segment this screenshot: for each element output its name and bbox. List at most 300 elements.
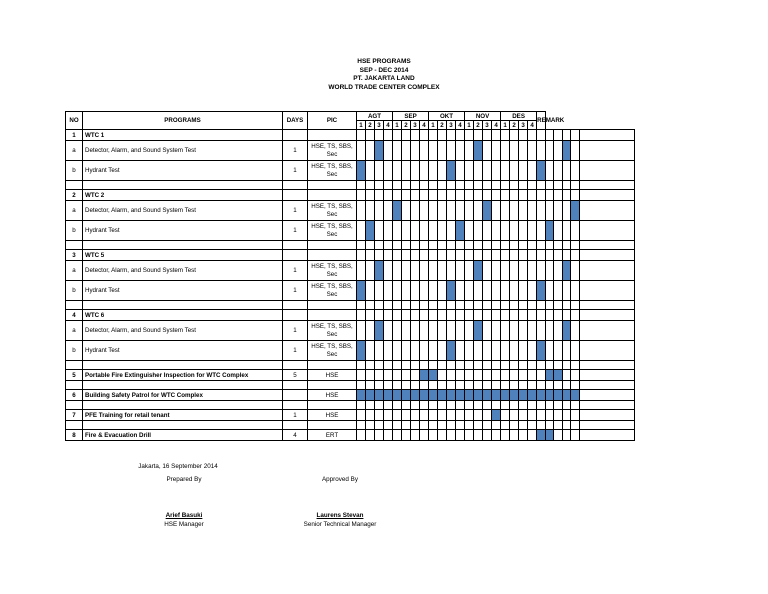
row-number: a — [66, 321, 83, 341]
schedule-cell — [483, 141, 492, 161]
empty-cell — [580, 301, 635, 310]
week-number: 1 — [465, 121, 474, 130]
empty-cell — [375, 241, 384, 250]
schedule-cell — [438, 370, 447, 381]
schedule-cell — [357, 221, 366, 241]
row-number: 2 — [66, 190, 83, 201]
week-number: 4 — [528, 121, 537, 130]
empty-cell — [483, 421, 492, 430]
table-row — [66, 130, 635, 141]
schedule-cell-filled — [492, 410, 501, 421]
schedule-cell-filled — [429, 390, 438, 401]
table-row — [66, 390, 635, 401]
empty-cell — [456, 361, 465, 370]
schedule-cell-filled — [375, 390, 384, 401]
empty-cell — [562, 381, 571, 390]
empty-cell — [429, 241, 438, 250]
remark-cell — [580, 250, 635, 261]
empty-cell — [66, 381, 83, 390]
schedule-cell-filled — [420, 390, 429, 401]
schedule-cell — [562, 370, 571, 381]
schedule-cell — [465, 261, 474, 281]
schedule-cell — [366, 281, 375, 301]
remark-cell — [580, 201, 635, 221]
schedule-cell — [375, 130, 384, 141]
schedule-cell — [447, 430, 456, 441]
pic-value: HSE, TS, SBS, Sec — [308, 141, 357, 161]
empty-cell — [420, 421, 429, 430]
spacer-row — [66, 361, 635, 370]
table-row — [66, 370, 635, 381]
schedule-cell — [483, 370, 492, 381]
schedule-cell — [501, 221, 510, 241]
row-number: a — [66, 261, 83, 281]
schedule-cell — [366, 261, 375, 281]
table-row — [66, 250, 635, 261]
pic-value: HSE — [308, 410, 357, 421]
schedule-cell — [554, 410, 563, 421]
empty-cell — [438, 181, 447, 190]
schedule-cell — [456, 370, 465, 381]
empty-cell — [510, 241, 519, 250]
schedule-cell — [492, 250, 501, 261]
schedule-cell — [501, 310, 510, 321]
empty-cell — [283, 301, 308, 310]
pic-value: HSE, TS, SBS, Sec — [308, 201, 357, 221]
schedule-cell-filled — [554, 370, 563, 381]
schedule-cell — [384, 130, 393, 141]
empty-cell — [375, 181, 384, 190]
week-number: 1 — [501, 121, 510, 130]
schedule-cell — [545, 261, 554, 281]
schedule-cell — [537, 310, 546, 321]
schedule-cell — [537, 130, 546, 141]
schedule-cell — [562, 250, 571, 261]
empty-cell — [483, 241, 492, 250]
schedule-cell — [438, 310, 447, 321]
schedule-cell — [554, 221, 563, 241]
empty-cell — [519, 421, 528, 430]
col-no-header: NO — [66, 112, 83, 130]
schedule-cell — [474, 221, 483, 241]
pic-value: HSE — [308, 370, 357, 381]
schedule-cell — [519, 261, 528, 281]
empty-cell — [393, 401, 402, 410]
schedule-cell-filled — [545, 221, 554, 241]
schedule-cell — [492, 141, 501, 161]
empty-cell — [357, 361, 366, 370]
schedule-cell-filled — [375, 261, 384, 281]
schedule-cell — [519, 250, 528, 261]
week-number: 4 — [456, 121, 465, 130]
schedule-cell — [438, 190, 447, 201]
week-number: 3 — [375, 121, 384, 130]
empty-cell — [447, 421, 456, 430]
schedule-cell — [393, 370, 402, 381]
empty-cell — [411, 181, 420, 190]
empty-cell — [308, 241, 357, 250]
days-value: 1 — [283, 281, 308, 301]
schedule-cell — [501, 430, 510, 441]
schedule-cell — [393, 310, 402, 321]
schedule-cell — [571, 370, 580, 381]
schedule-cell — [420, 161, 429, 181]
empty-cell — [571, 361, 580, 370]
schedule-cell — [465, 410, 474, 421]
schedule-cell — [465, 130, 474, 141]
empty-cell — [571, 421, 580, 430]
schedule-cell — [357, 201, 366, 221]
schedule-cell — [528, 250, 537, 261]
schedule-cell — [519, 190, 528, 201]
empty-cell — [580, 181, 635, 190]
schedule-cell-filled — [510, 390, 519, 401]
schedule-cell — [537, 141, 546, 161]
schedule-cell — [474, 410, 483, 421]
schedule-cell-filled — [366, 221, 375, 241]
schedule-cell — [571, 310, 580, 321]
schedule-cell — [492, 281, 501, 301]
schedule-cell — [501, 250, 510, 261]
empty-cell — [366, 181, 375, 190]
schedule-cell — [571, 261, 580, 281]
schedule-cell — [357, 370, 366, 381]
row-number: b — [66, 161, 83, 181]
schedule-cell — [492, 201, 501, 221]
schedule-cell — [411, 410, 420, 421]
schedule-cell — [429, 310, 438, 321]
schedule-cell — [393, 430, 402, 441]
spacer-row — [66, 381, 635, 390]
empty-cell — [429, 181, 438, 190]
schedule-cell-filled — [402, 390, 411, 401]
schedule-cell — [447, 190, 456, 201]
schedule-cell — [420, 250, 429, 261]
schedule-cell — [420, 341, 429, 361]
schedule-cell — [562, 430, 571, 441]
schedule-cell-filled — [545, 390, 554, 401]
schedule-cell — [429, 221, 438, 241]
schedule-cell — [402, 141, 411, 161]
schedule-cell — [528, 190, 537, 201]
empty-cell — [429, 301, 438, 310]
empty-cell — [483, 381, 492, 390]
schedule-cell — [366, 341, 375, 361]
week-number: 2 — [366, 121, 375, 130]
empty-cell — [384, 381, 393, 390]
pic-value: HSE — [308, 390, 357, 401]
empty-cell — [402, 421, 411, 430]
empty-cell — [420, 401, 429, 410]
schedule-cell — [571, 250, 580, 261]
table-row — [66, 310, 635, 321]
days-value — [283, 310, 308, 321]
schedule-cell — [474, 430, 483, 441]
schedule-cell — [519, 341, 528, 361]
empty-cell — [554, 241, 563, 250]
empty-cell — [384, 421, 393, 430]
empty-cell — [528, 421, 537, 430]
schedule-cell — [537, 370, 546, 381]
empty-cell — [308, 381, 357, 390]
empty-cell — [562, 361, 571, 370]
schedule-cell — [501, 261, 510, 281]
schedule-cell — [528, 430, 537, 441]
schedule-cell-filled — [411, 390, 420, 401]
days-value: 1 — [283, 221, 308, 241]
schedule-cell — [402, 130, 411, 141]
schedule-cell — [438, 130, 447, 141]
remark-cell — [580, 390, 635, 401]
empty-cell — [411, 361, 420, 370]
empty-cell — [519, 301, 528, 310]
schedule-cell — [483, 410, 492, 421]
empty-cell — [554, 361, 563, 370]
empty-cell — [537, 241, 546, 250]
pic-value: HSE, TS, SBS, Sec — [308, 261, 357, 281]
schedule-cell — [483, 130, 492, 141]
table-row — [66, 201, 635, 221]
week-number: 4 — [420, 121, 429, 130]
schedule-cell — [375, 341, 384, 361]
schedule-cell — [357, 250, 366, 261]
schedule-cell — [393, 190, 402, 201]
remark-cell — [580, 130, 635, 141]
schedule-cell — [545, 141, 554, 161]
pic-value: HSE, TS, SBS, Sec — [308, 321, 357, 341]
schedule-cell-filled — [571, 201, 580, 221]
schedule-cell — [492, 161, 501, 181]
schedule-cell — [537, 410, 546, 421]
schedule-cell — [465, 341, 474, 361]
schedule-cell — [510, 190, 519, 201]
remark-cell — [580, 261, 635, 281]
schedule-cell — [510, 341, 519, 361]
schedule-cell — [366, 250, 375, 261]
empty-cell — [474, 301, 483, 310]
schedule-cell — [571, 341, 580, 361]
schedule-cell — [528, 141, 537, 161]
schedule-cell — [519, 430, 528, 441]
schedule-cell — [375, 430, 384, 441]
week-number: 1 — [429, 121, 438, 130]
schedule-cell — [447, 221, 456, 241]
table-row — [66, 321, 635, 341]
empty-cell — [308, 361, 357, 370]
schedule-cell — [420, 281, 429, 301]
schedule-cell — [357, 261, 366, 281]
pic-value: ERT — [308, 430, 357, 441]
schedule-cell — [492, 430, 501, 441]
schedule-cell — [366, 161, 375, 181]
schedule-cell — [438, 141, 447, 161]
empty-cell — [456, 381, 465, 390]
empty-cell — [492, 401, 501, 410]
schedule-cell — [537, 250, 546, 261]
schedule-cell — [384, 310, 393, 321]
schedule-cell — [528, 130, 537, 141]
empty-cell — [474, 401, 483, 410]
schedule-cell — [402, 281, 411, 301]
signing-date: Jakarta, 16 September 2014 — [138, 463, 218, 470]
schedule-cell — [510, 281, 519, 301]
schedule-cell — [411, 161, 420, 181]
row-number: 4 — [66, 310, 83, 321]
schedule-cell-filled — [492, 390, 501, 401]
days-value — [283, 250, 308, 261]
empty-cell — [554, 421, 563, 430]
schedule-cell — [492, 370, 501, 381]
program-name: PFE Training for retail tenant — [83, 410, 283, 421]
schedule-cell — [554, 430, 563, 441]
schedule-cell — [447, 130, 456, 141]
empty-cell — [483, 361, 492, 370]
week-number: 3 — [483, 121, 492, 130]
schedule-cell — [501, 410, 510, 421]
schedule-cell — [429, 410, 438, 421]
table-row — [66, 410, 635, 421]
prepared-by-label: Prepared By — [166, 476, 202, 483]
pic-value — [308, 130, 357, 141]
schedule-cell — [537, 261, 546, 281]
schedule-cell — [554, 341, 563, 361]
schedule-cell — [456, 430, 465, 441]
empty-cell — [501, 381, 510, 390]
empty-cell — [283, 361, 308, 370]
empty-cell — [519, 381, 528, 390]
empty-cell — [375, 381, 384, 390]
schedule-cell — [510, 141, 519, 161]
empty-cell — [456, 301, 465, 310]
empty-cell — [375, 301, 384, 310]
empty-cell — [283, 421, 308, 430]
month-header: NOV — [465, 112, 501, 121]
remark-cell — [580, 321, 635, 341]
schedule-cell — [402, 261, 411, 281]
schedule-cell — [411, 430, 420, 441]
schedule-cell — [438, 161, 447, 181]
empty-cell — [554, 301, 563, 310]
empty-cell — [66, 401, 83, 410]
schedule-cell — [366, 310, 375, 321]
schedule-cell — [429, 281, 438, 301]
program-name: WTC 6 — [83, 310, 283, 321]
empty-cell — [510, 381, 519, 390]
empty-cell — [393, 301, 402, 310]
schedule-cell — [438, 201, 447, 221]
schedule-cell — [402, 201, 411, 221]
schedule-cell — [474, 250, 483, 261]
schedule-cell — [384, 370, 393, 381]
schedule-cell — [357, 130, 366, 141]
schedule-cell — [571, 430, 580, 441]
row-number: b — [66, 341, 83, 361]
schedule-cell — [519, 410, 528, 421]
empty-cell — [465, 401, 474, 410]
schedule-cell — [465, 321, 474, 341]
schedule-cell — [438, 250, 447, 261]
schedule-cell — [562, 130, 571, 141]
schedule-cell — [528, 341, 537, 361]
schedule-cell — [411, 310, 420, 321]
schedule-cell — [447, 261, 456, 281]
program-name: Detector, Alarm, and Sound System Test — [83, 141, 283, 161]
row-number: 3 — [66, 250, 83, 261]
empty-cell — [366, 381, 375, 390]
empty-cell — [393, 181, 402, 190]
empty-cell — [483, 181, 492, 190]
empty-cell — [447, 301, 456, 310]
schedule-cell — [562, 221, 571, 241]
schedule-cell — [357, 310, 366, 321]
empty-cell — [384, 301, 393, 310]
empty-cell — [83, 421, 283, 430]
pic-value — [308, 190, 357, 201]
empty-cell — [510, 421, 519, 430]
col-remark-header: REMARK — [537, 112, 546, 130]
schedule-cell-filled — [537, 161, 546, 181]
schedule-cell — [456, 141, 465, 161]
empty-cell — [528, 241, 537, 250]
empty-cell — [580, 421, 635, 430]
program-name: Hydrant Test — [83, 341, 283, 361]
empty-cell — [519, 401, 528, 410]
schedule-cell — [519, 141, 528, 161]
schedule-cell — [562, 190, 571, 201]
table-row — [66, 161, 635, 181]
schedule-cell — [411, 190, 420, 201]
empty-cell — [492, 381, 501, 390]
schedule-cell — [456, 410, 465, 421]
schedule-cell — [571, 281, 580, 301]
empty-cell — [510, 361, 519, 370]
schedule-cell — [375, 161, 384, 181]
schedule-cell — [519, 370, 528, 381]
schedule-cell — [554, 281, 563, 301]
week-number: 4 — [492, 121, 501, 130]
schedule-cell — [474, 201, 483, 221]
schedule-cell — [510, 130, 519, 141]
schedule-cell — [528, 161, 537, 181]
empty-cell — [562, 181, 571, 190]
empty-cell — [571, 241, 580, 250]
empty-cell — [393, 241, 402, 250]
schedule-cell — [465, 201, 474, 221]
empty-cell — [465, 241, 474, 250]
schedule-cell-filled — [447, 341, 456, 361]
empty-cell — [366, 241, 375, 250]
program-name: Hydrant Test — [83, 161, 283, 181]
schedule-cell — [411, 141, 420, 161]
empty-cell — [384, 361, 393, 370]
schedule-cell-filled — [375, 321, 384, 341]
schedule-cell — [456, 190, 465, 201]
schedule-cell — [528, 221, 537, 241]
schedule-cell — [545, 130, 554, 141]
remark-cell — [580, 310, 635, 321]
pic-value: HSE, TS, SBS, Sec — [308, 281, 357, 301]
schedule-cell — [411, 221, 420, 241]
schedule-cell — [501, 370, 510, 381]
schedule-cell — [429, 341, 438, 361]
schedule-cell — [545, 341, 554, 361]
schedule-cell — [474, 341, 483, 361]
schedule-cell — [384, 161, 393, 181]
schedule-cell — [456, 261, 465, 281]
schedule-cell — [402, 310, 411, 321]
schedule-cell-filled — [537, 430, 546, 441]
empty-cell — [456, 421, 465, 430]
